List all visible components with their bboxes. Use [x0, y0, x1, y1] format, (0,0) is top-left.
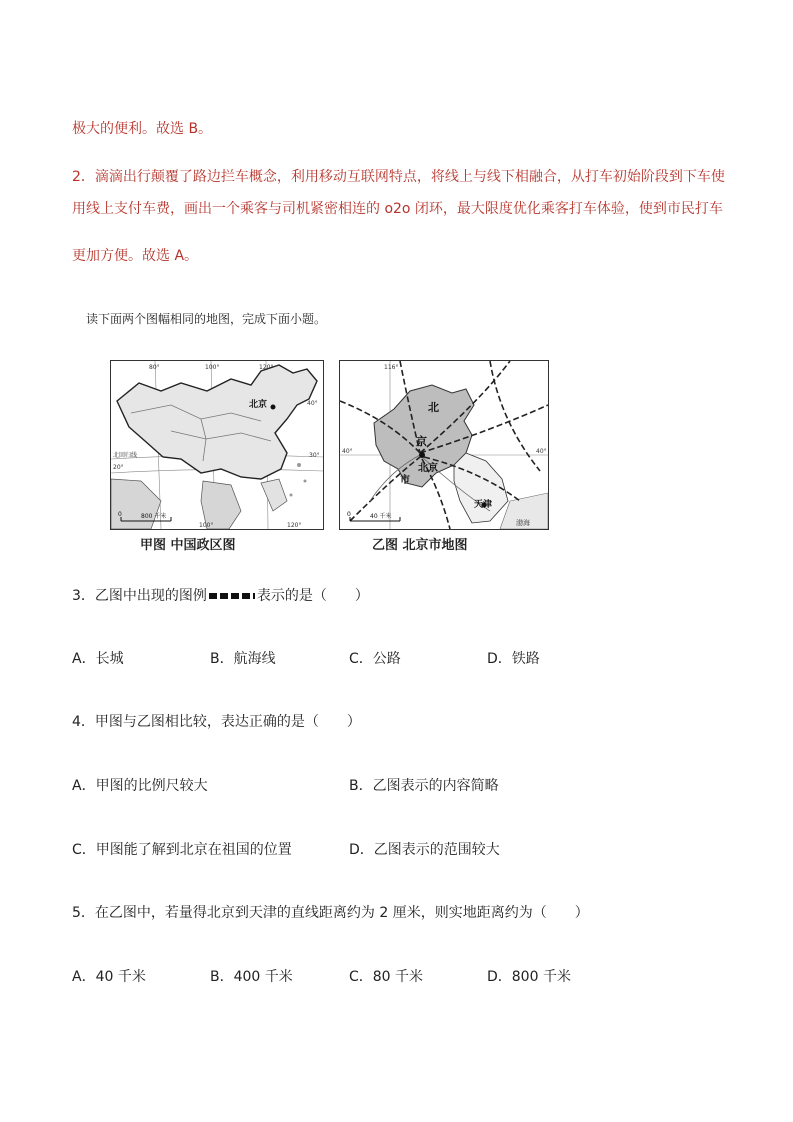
china-scale-zero: 0 — [118, 511, 122, 518]
q4-option-b: B．乙图表示的内容简略 — [349, 778, 499, 794]
tropic-label: 北回归线 — [113, 452, 138, 459]
lon-120-bottom-label: 120° — [287, 522, 302, 529]
beijing-map-city-label: 北京 — [418, 463, 438, 474]
lat-40-right-label: 40° — [536, 448, 547, 455]
q5-option-d: D．800 千米 — [487, 969, 571, 985]
q5-option-b: B．400 千米 — [210, 969, 293, 985]
q5-option-c: C．80 千米 — [349, 969, 424, 985]
map-china-caption: 甲图 中国政区图 — [140, 538, 236, 553]
map-beijing — [339, 360, 549, 530]
answer-line-3: 用线上支付车费，画出一个乘客与司机紧密相连的 o2o 闭环，最大限度优化乘客打车体验，使到市民打车 — [72, 201, 723, 217]
answer-line-1: 极大的便利。故选 B。 — [72, 121, 213, 137]
answer-line-2: 2．滴滴出行颠覆了路边拦车概念，利用移动互联网特点，将线上与线下相融合，从打车初始阶段到下车使 — [72, 169, 725, 185]
map-china — [110, 360, 324, 530]
lon-120-label: 120° — [259, 364, 274, 371]
q3-option-c: C．公路 — [349, 651, 401, 667]
q5-option-a: A．40 千米 — [72, 969, 146, 985]
lat-40-label: 40° — [307, 400, 318, 407]
china-scale-label: 800 千米 — [141, 513, 167, 520]
bohai-label: 渤海 — [516, 519, 530, 527]
lat-20-label: 20° — [113, 464, 124, 471]
lon-116-label: 116° — [384, 364, 399, 371]
china-map-graphic — [111, 361, 323, 529]
q3-option-d: D．铁路 — [487, 651, 540, 667]
q3-option-a: A．长城 — [72, 651, 124, 667]
lon-100-bottom-label: 100° — [199, 522, 214, 529]
q3-stem-after: 表示的是（ ） — [256, 588, 369, 604]
beijing-map-bei-label: 北 — [428, 401, 439, 414]
q4-option-c: C．甲图能了解到北京在祖国的位置 — [72, 842, 292, 858]
lon-100-label: 100° — [205, 364, 220, 371]
beijing-scale-zero: 0 — [347, 511, 351, 518]
lat-30-label: 30° — [309, 452, 320, 459]
q5-stem: 5．在乙图中，若量得北京到天津的直线距离约为 2 厘米，则实地距离约为（ ） — [72, 905, 589, 921]
map-beijing-caption: 乙图 北京市地图 — [372, 538, 468, 553]
q4-option-a: A．甲图的比例尺较大 — [72, 778, 208, 794]
tianjin-label: 天津 — [474, 500, 493, 510]
beijing-map-jing-label: 京 — [416, 435, 427, 448]
q3-option-b: B．航海线 — [210, 651, 276, 667]
q4-option-d: D．乙图表示的范围较大 — [349, 842, 500, 858]
beijing-scale-label: 40 千米 — [370, 513, 392, 520]
lat-40-left-label: 40° — [342, 448, 353, 455]
china-map-beijing-label: 北京 — [249, 400, 268, 410]
q3-stem-before: 3．乙图中出现的图例 — [72, 588, 207, 604]
q4-stem: 4．甲图与乙图相比较，表达正确的是（ ） — [72, 714, 361, 730]
railway-legend-icon — [209, 593, 255, 599]
beijing-map-graphic — [340, 361, 548, 529]
q3-stem — [72, 585, 369, 605]
map-intro: 读下面两个图幅相同的地图，完成下面小题。 — [86, 312, 327, 326]
beijing-map-shi-label: 市 — [400, 475, 410, 486]
lon-80-label: 80° — [149, 364, 160, 371]
answer-line-4: 更加方便。故选 A。 — [72, 248, 199, 264]
